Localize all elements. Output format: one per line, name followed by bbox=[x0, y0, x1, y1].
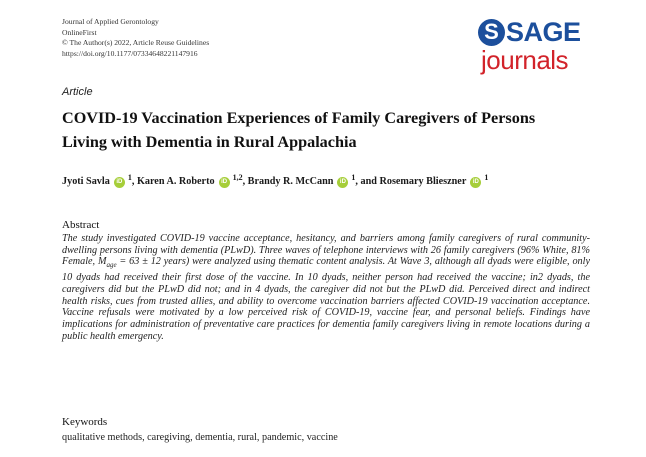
article-title: COVID-19 Vaccination Experiences of Family Caregivers of Persons Living with Dementia in Rural Appalachia bbox=[62, 109, 536, 151]
orcid-icon[interactable]: iD bbox=[470, 177, 481, 188]
author-affiliation: 1,2 bbox=[232, 173, 243, 182]
abstract-part-1: The study investigated COVID-19 vaccine acceptance, hesitancy, and barriers among family caregivers of rural community-dwelling persons living with dementia (PLwD). Three waves of telephone interviews with 26 family caregivers (96% White, 81% Female, M bbox=[62, 233, 590, 268]
author-name[interactable]: Jyoti Savla bbox=[62, 176, 110, 187]
sage-journals-logo[interactable] bbox=[478, 17, 588, 77]
author-affiliation: 1 bbox=[351, 173, 356, 182]
doi-link[interactable]: https://doi.org/10.1177/07334648221147916 bbox=[62, 48, 198, 58]
journals-wordmark: journals bbox=[481, 45, 569, 75]
journal-metadata bbox=[62, 17, 209, 59]
sage-logo-row bbox=[478, 17, 581, 47]
author-separator: , and bbox=[355, 176, 380, 187]
author-name[interactable]: Karen A. Roberto bbox=[136, 176, 215, 187]
journal-name: Journal of Applied Gerontology bbox=[62, 17, 159, 26]
abstract-text bbox=[62, 233, 590, 342]
author-name[interactable]: Brandy R. McCann bbox=[247, 176, 334, 187]
orcid-icon[interactable]: iD bbox=[337, 177, 348, 188]
author-name[interactable]: Rosemary Blieszner bbox=[379, 176, 467, 187]
sage-s-icon: S bbox=[478, 19, 505, 46]
sage-wordmark: SAGE bbox=[506, 17, 581, 47]
author-affiliation: 1 bbox=[484, 173, 489, 182]
abstract-subscript: age bbox=[106, 261, 117, 270]
copyright-link[interactable]: © The Author(s) 2022, Article Reuse Guidelines bbox=[62, 38, 210, 48]
orcid-icon[interactable]: iD bbox=[114, 177, 125, 188]
abstract-part-2: = 63 ± 12 years) were analyzed using thematic content analysis. At Wave 3, although all dyads were eligible, only 10 dyads had received their first dose of the vaccine. In 10 dyads, neither person had received the vaccine; in2 dyads, the caregivers did but the PLwD did not; and in 4 dyads, the caregiver did not but the PLwD did. Perceived direct and indirect health risks, cues from trusted allies, and ability to overcome vaccination barriers affected COVID-19 vaccination acceptance. Vaccine refusals were motivated by a low perceived risk of COVID-19, vaccine fear, and personal beliefs. Findings have implications for administration of preventative care practices for dementia family caregivers living in remote locations during a public health emergency. bbox=[62, 256, 590, 342]
author-list bbox=[62, 174, 488, 190]
author-separator: , bbox=[242, 176, 248, 187]
author-separator: , bbox=[131, 176, 137, 187]
article-type-label: Article bbox=[62, 86, 93, 98]
abstract-heading: Abstract bbox=[62, 219, 100, 231]
orcid-icon[interactable]: iD bbox=[219, 177, 230, 188]
publication-status: OnlineFirst bbox=[62, 27, 97, 37]
keywords-heading: Keywords bbox=[62, 416, 108, 428]
author-affiliation: 1 bbox=[127, 173, 132, 182]
keywords-list: qualitative methods, caregiving, dementia, rural, pandemic, vaccine bbox=[62, 432, 338, 443]
